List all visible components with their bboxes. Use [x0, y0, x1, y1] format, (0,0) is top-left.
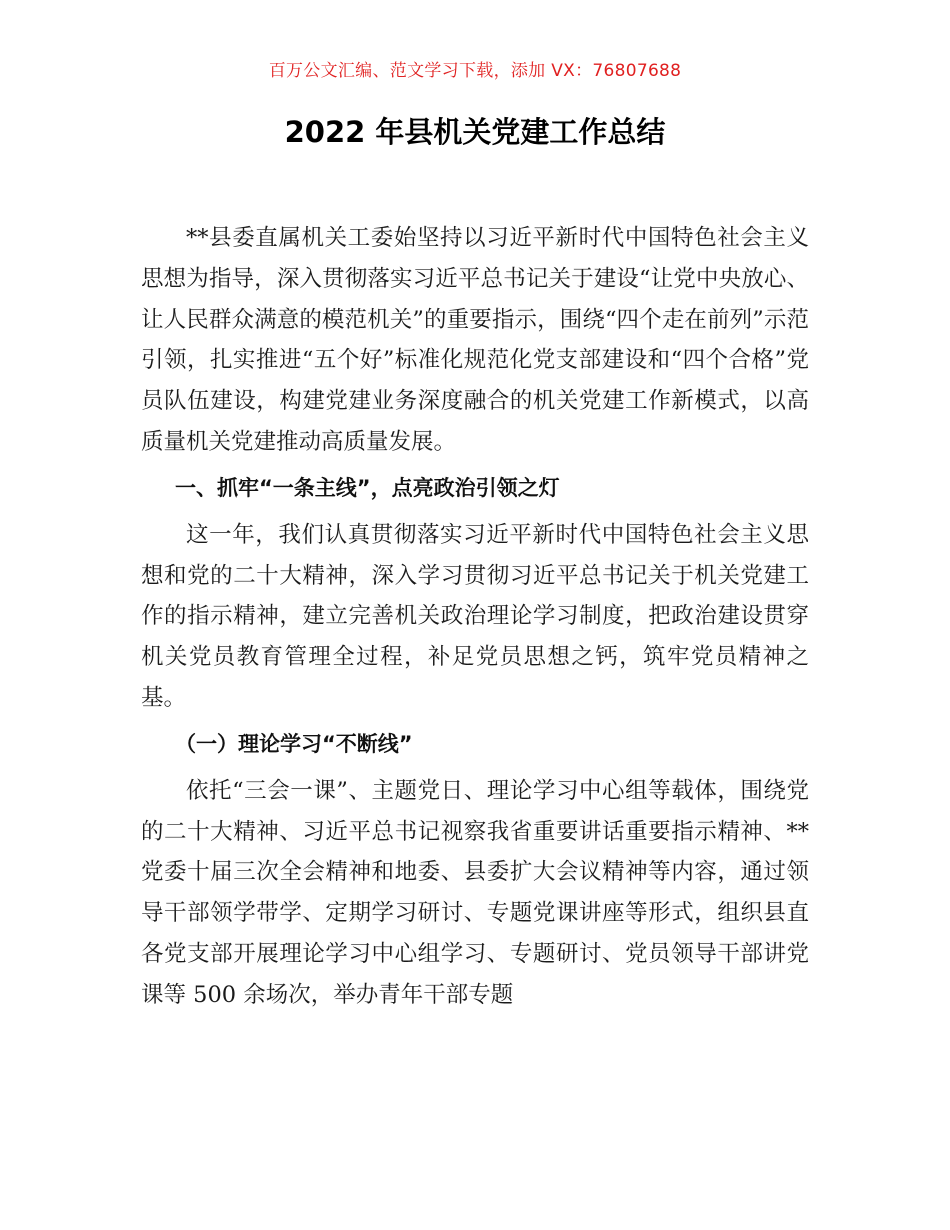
subsection-heading-1: （一）理论学习“不断线” [175, 732, 413, 757]
section-1-paragraph: 这一年，我们认真贯彻落实习近平新时代中国特色社会主义思想和党的二十大精神，深入学习贯彻习近平总书记关于机关党建工作的指示精神，建立完善机关政治理论学习制度，把政治建设贯穿机关党员教育管理全过程，补足党员思想之钙，筑牢党员精神之基。 [141, 521, 809, 711]
watermark-header: 百万公文汇编、范文学习下载，添加 VX：76807688 [268, 61, 682, 81]
document-body [141, 218, 809, 1016]
subsection-1-paragraph: 依托“三会一课”、主题党日、理论学习中心组等载体，围绕党的二十大精神、习近平总书记视察我省重要讲话重要指示精神、**党委十届三次全会精神和地委、县委扩大会议精神等内容，通过领导干部领学带学、定期学习研讨、专题党课讲座等形式，组织县直各党支部开展理论学习中心组学习、专题研讨、党员领导干部讲党课等 500 余场次，举办青年干部专题 [141, 777, 809, 1008]
document-title: 2022 年县机关党建工作总结 [284, 115, 666, 149]
section-heading-1: 一、抓牢“一条主线”，点亮政治引领之灯 [175, 476, 560, 501]
intro-paragraph: **县委直属机关工委始坚持以习近平新时代中国特色社会主义思想为指导，深入贯彻落实习近平总书记关于建设“让党中央放心、让人民群众满意的模范机关”的重要指示，围绕“四个走在前列”示范引领，扎实推进“五个好”标准化规范化党支部建设和“四个合格”党员队伍建设，构建党建业务深度融合的机关党建工作新模式，以高质量机关党建推动高质量发展。 [141, 225, 809, 455]
